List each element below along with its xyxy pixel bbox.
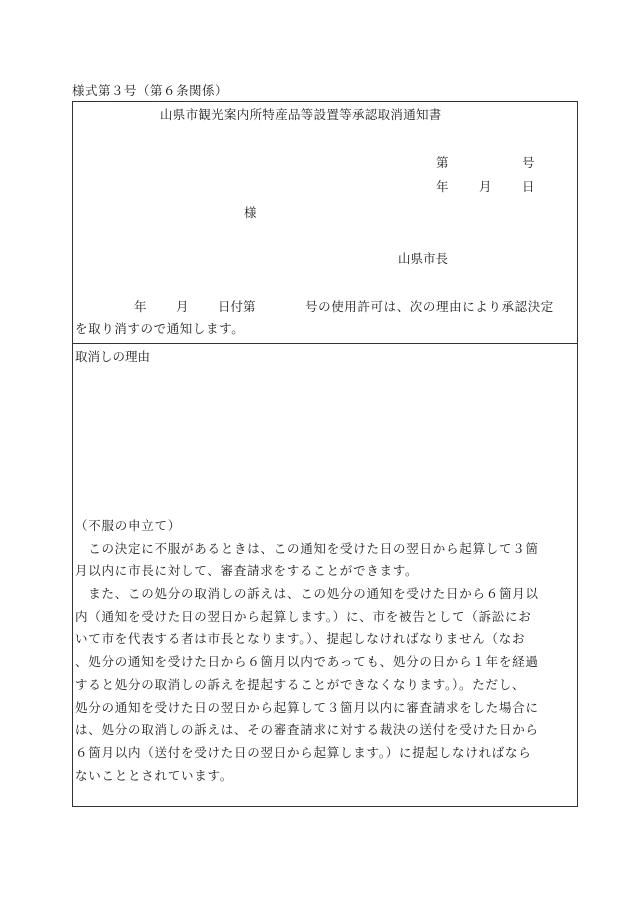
- issue-date-day: 日: [522, 179, 535, 194]
- objection-line: いて市を代表する者は市長となります。）、提起しなければなりません（なお: [75, 631, 526, 647]
- document-number-suffix: 号: [522, 155, 535, 170]
- permit-date-year: 年: [134, 299, 147, 314]
- cancellation-reason-label: 取消しの理由: [75, 349, 151, 364]
- notice-title: 山県市観光案内所特産品等設置等承認取消通知書: [160, 107, 442, 122]
- permit-date-day-number: 日付第: [218, 299, 256, 314]
- issue-date-year: 年: [436, 179, 449, 194]
- objection-notice: [75, 515, 577, 787]
- objection-line: この決定に不服があるときは、この通知を受けた日の翌日から起算して３箇: [75, 540, 539, 556]
- objection-line: また、この処分の取消しの訴えは、この処分の通知を受けた日から６箇月以: [75, 586, 539, 602]
- issuer-name: 山県市長: [398, 251, 449, 266]
- notice-body-line-2: を取り消すので通知します。: [75, 321, 245, 336]
- addressee-honorific: 様: [244, 205, 257, 220]
- objection-line: ６箇月以内（送付を受けた日の翌日から起算します。）に提起しなければなら: [75, 744, 532, 760]
- objection-line: は、処分の取消しの訴えは、その審査請求に対する裁決の送付を受けた日から: [75, 722, 539, 738]
- issue-date-month: 月: [479, 179, 492, 194]
- objection-line: ないこととされています。: [75, 767, 234, 783]
- objection-line: すると処分の取消しの訴えを提起することができなくなります。）。ただし、: [75, 676, 526, 692]
- objection-line: 月以内に市長に対して、審査請求をすることができます。: [75, 563, 419, 579]
- objection-line: 、処分の通知を受けた日から６箇月以内であっても、処分の日から１年を経過: [75, 654, 539, 670]
- objection-line: 処分の通知を受けた日の翌日から起算して３箇月以内に審査請求をした場合に: [75, 699, 539, 715]
- objection-line: 内（通知を受けた日の翌日から起算します。）に、市を被告として（訴訟にお: [75, 608, 532, 624]
- permit-date-month: 月: [176, 299, 189, 314]
- form-number-label: 様式第３号（第６条関係）: [72, 83, 229, 98]
- section-divider: [72, 343, 578, 344]
- document-number-prefix: 第: [436, 155, 449, 170]
- notice-body-line-1: 号の使用許可は、次の理由により承認決定: [305, 299, 554, 314]
- objection-heading: （不服の申立て）: [75, 518, 182, 533]
